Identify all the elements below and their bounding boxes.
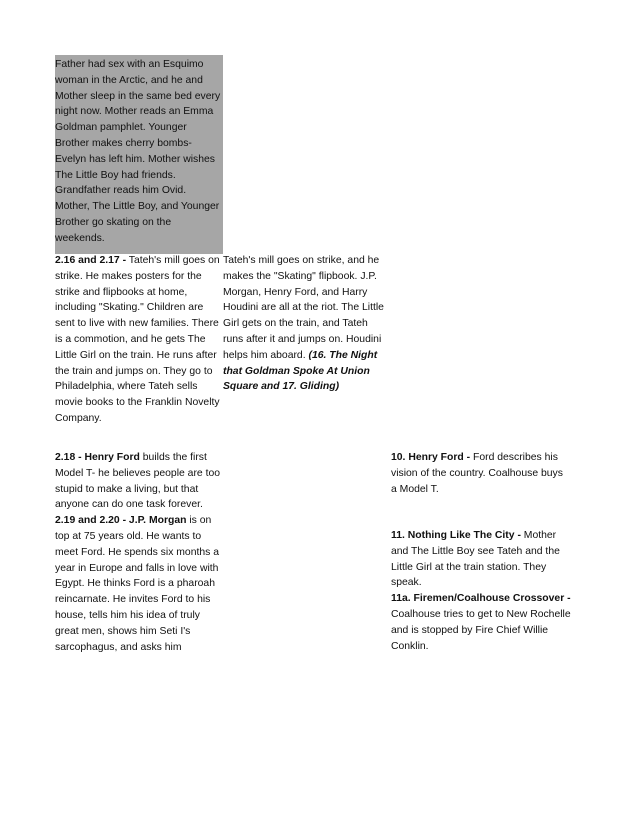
item-11-heading: 11. Nothing Like The City - [391,530,521,541]
gray-summary-text: Father had sex with an Esquimo woman in the Arctic, and he and Mother sleep in the same bed every night now. Mother reads an Emma Goldman pamphlet. Younger Brother makes cherry bombs- Evelyn has left him. Mother wishes The Little Boy had friends. Grandfather reads him Ovid. Mother, The Little Boy, and Younger Brother go skating on the weekends. [55,59,221,244]
section-219-paragraph [55,513,223,655]
section-218-paragraph [55,450,223,513]
section-218-heading: 2.18 - Henry Ford [55,452,140,463]
section-216-heading: 2.16 and 2.17 - [55,255,127,266]
section-219-heading: 2.19 and 2.20 - J.P. Morgan [55,515,187,527]
item-10-paragraph [391,450,571,497]
section-216-text: Tateh's mill goes on strike. He makes posters for the strike and flipbooks at home, including "Skating." Children are sent to live with new families. There is a commotion, and he gets The Little Girl on the train. He runs after the train and jumps on. They go to Philadelphia, where Tateh sells movie books to the Franklin Novelty Company. [55,255,220,424]
item-10-text: Ford describes his vision of the country. Coalhouse buys a Model T. [391,452,563,495]
section-216-paragraph [55,253,223,427]
section-216-col2 [223,253,387,395]
item-11a-paragraph [391,591,571,654]
item-11a-heading: 11a. Firemen/Coalhouse Crossover - [391,593,571,605]
item-11-text: Mother and The Little Boy see Tateh and the Little Girl at the train station. They speak. [391,530,560,589]
item-11-paragraph [391,528,571,591]
section-216-col1 [55,253,223,427]
section-216-col2-paragraph [223,253,387,395]
section-218-col1 [55,450,223,655]
section-216-col2-text: Tateh's mill goes on strike, and he makes the "Skating" flipbook. J.P. Morgan, Henry Ford, and Harry Houdini are all at the riot. The Little Girl gets on the train, and Tateh runs after it and jumps on. Houdini helps him aboard. [223,255,384,361]
item-11a-text: Coalhouse tries to get to New Rochelle and is stopped by Fire Chief Willie Conklin. [391,608,571,652]
item-11-block [391,528,571,654]
item-10-heading: 10. Henry Ford - [391,452,471,463]
section-216-col2-reference: (16. The Night that Goldman Spoke At Union Square and 17. Gliding) [223,349,378,393]
item-10-block [391,450,571,497]
section-219-text: is on top at 75 years old. He wants to meet Ford. He spends six months a year in Europe and falls in love with Egypt. He thinks Ford is a pharoah reincarnate. He invites Ford to his house, tells him his idea of truly great men, shows him Seti I's sarcophagus, and asks him [55,515,220,653]
section-218-text: builds the first Model T- he believes people are too stupid to make a living, but that anyone can do one task forever. [55,452,221,511]
gray-summary-block [55,55,223,254]
